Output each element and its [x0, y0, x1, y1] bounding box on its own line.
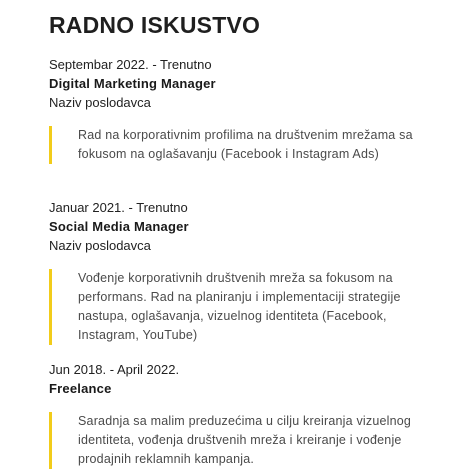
accent-bar	[49, 412, 52, 469]
entry-role: Social Media Manager	[49, 219, 189, 234]
accent-bar	[49, 269, 52, 345]
entry-role: Digital Marketing Manager	[49, 76, 216, 91]
section-title: RADNO ISKUSTVO	[49, 12, 261, 38]
accent-bar	[49, 126, 52, 164]
entry-date: Jun 2018. - April 2022.	[49, 362, 180, 377]
entry-description-block	[49, 269, 449, 345]
entry-description: Rad na korporativnim profilima na društvenim mrežama sa fokusom na oglašavanju (Facebook i Instagram Ads)	[78, 128, 413, 161]
entry-employer: Naziv poslodavca	[49, 95, 151, 110]
entry-description: Vođenje korporativnih društvenih mreža sa fokusom na performans. Rad na planiranju i implementaciji strategije nastupa, oglašavanja, vizuelnog identiteta (Facebook, Instagram, YouTube)	[78, 271, 401, 342]
entry-description: Saradnja sa malim preduzećima u cilju kreiranja vizuelnog identiteta, vođenja društvenih mreža i kreiranje i vođenje prodajnih reklamnih kampanja.	[78, 414, 412, 466]
entry-description-block	[49, 126, 449, 164]
entry-role: Freelance	[49, 381, 112, 396]
entry-description-block	[49, 412, 449, 469]
entry-employer: Naziv poslodavca	[49, 238, 151, 253]
entry-date: Januar 2021. - Trenutno	[49, 200, 188, 215]
entry-date: Septembar 2022. - Trenutno	[49, 57, 212, 72]
